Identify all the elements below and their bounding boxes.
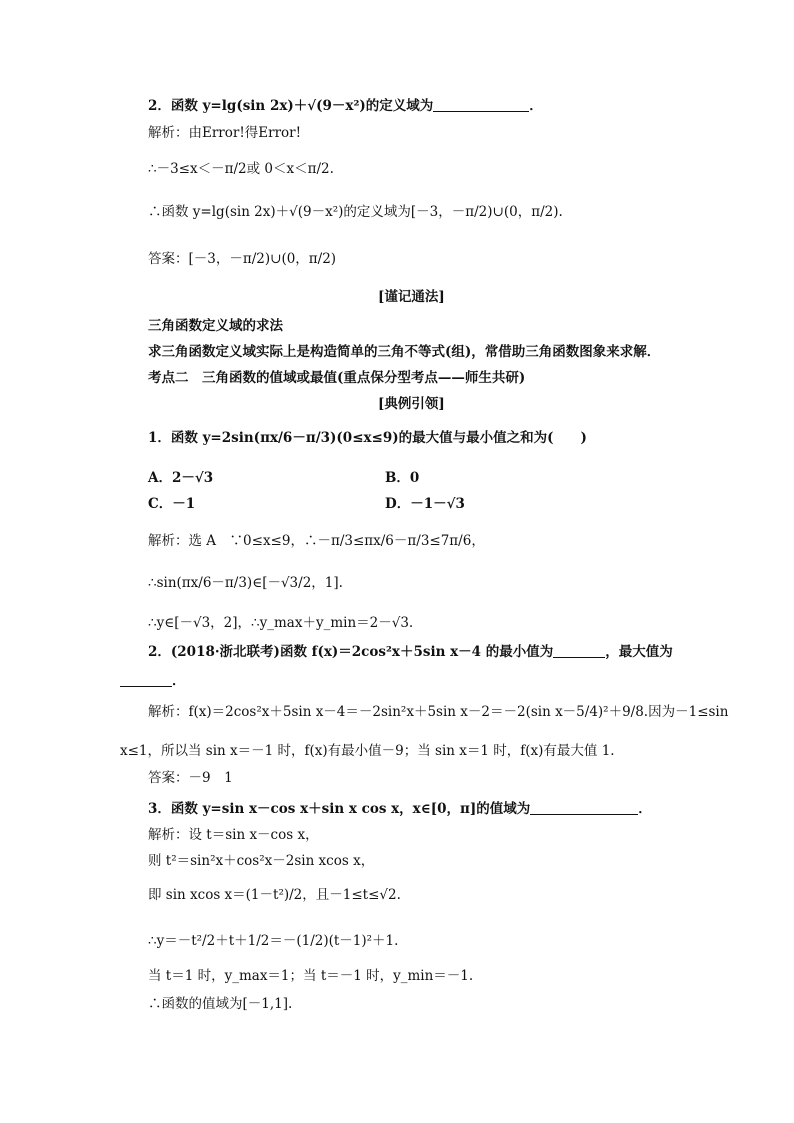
text-line-7 [148,320,283,334]
text-line-22 [120,745,615,759]
text-line-11 [148,432,587,446]
line-text: ∴函数 y=lg(sin 2x)＋√(9－x²)的定义域为[－3，－π/2)∪(0，π/2). [148,204,563,220]
line-text: x≤1，所以当 sin x＝－1 时，f(x)有最小值－9；当 sin x＝1 时，f(x)有最大值 1. [120,743,615,759]
text-line-14 [148,498,195,512]
line-text: C．－1 [148,496,196,512]
line-suffix: ． [638,801,652,817]
line-text: 解析：由Error!得Error! [148,125,302,141]
line-text: [谨记通法] [378,289,445,305]
text-line-3 [148,163,334,177]
text-line-9 [148,372,525,386]
text-line-17 [148,577,343,591]
line-text: 即 sin xcos x＝(1－t²)/2，且－1≤t≤√2. [148,887,401,903]
line-text: 1．函数 y=2sin(πx/6－π/3)(0≤x≤9)的最大值与最小值之和为( ) [148,430,587,446]
text-line-12 [148,472,213,486]
line-text: 考点二 三角函数的值域或最值(重点保分型考点——师生共研) [148,370,526,386]
line-text: 2．函数 y=lg(sin 2x)＋√(9－x²)的定义域为 [148,98,434,114]
line-text: D．－1－√3 [385,496,465,512]
line-text: 解析：设 t＝sin x－cos x， [148,827,319,843]
answer-blank [120,673,172,687]
line-suffix: ． [172,673,186,689]
text-line-30 [148,998,292,1012]
text-line-19 [148,644,673,660]
line-suffix: ，最大值为 [605,644,673,660]
text-line-8 [148,346,660,360]
text-line-20 [120,673,186,689]
text-line-15 [385,498,465,512]
text-line-18 [148,617,413,631]
text-line-5 [148,253,336,267]
text-line-16 [148,535,485,549]
text-line-13 [385,472,419,486]
line-text: 三角函数定义域的求法 [148,318,283,334]
text-line-23 [148,772,233,786]
line-text: ∴sin(πx/6－π/3)∈[－√3/2，1]. [148,575,343,591]
line-text: ∴函数的值域为[－1,1]. [148,996,293,1012]
line-text: ∴y＝－t²/2＋t＋1/2＝－(1/2)(t－1)²＋1. [148,933,399,949]
line-text: ∴－3≤x＜－π/2或 0＜x＜π/2. [148,161,334,177]
text-line-10 [378,398,445,412]
line-text: ∴y∈[－√3，2]，∴y_max＋y_min＝2－√3. [148,615,414,631]
text-line-4 [148,206,563,220]
line-text: [典例引领] [378,396,445,412]
line-text: 则 t²＝sin²x＋cos²x－2sin xcos x， [148,853,375,869]
line-text: 答案：－9 1 [148,770,233,786]
line-suffix: ． [529,98,543,114]
line-text: 解析：f(x)＝2cos²x＋5sin x－4＝－2sin²x＋5sin x－2＝－2(sin x－5/4)²＋9/8.因为－1≤sin [148,704,729,720]
answer-blank [530,801,638,815]
text-line-1 [148,98,543,114]
line-text: 当 t＝1 时，y_max＝1；当 t＝－1 时，y_min＝－1. [148,968,474,984]
text-line-28 [148,935,398,949]
text-line-2 [148,127,301,141]
line-text: 3．函数 y=sin x－cos x＋sin x cos x，x∈[0，π]的值域为 [148,801,531,817]
text-line-26 [148,855,374,869]
line-text: B．0 [385,470,420,486]
line-text: 求三角函数定义域实际上是构造简单的三角不等式(组)，常借助三角函数图象来求解． [148,344,661,360]
text-line-27 [148,889,401,903]
answer-blank [433,98,529,112]
text-line-21 [148,706,728,720]
line-text: 解析：选 A ∵0≤x≤9，∴－π/3≤πx/6－π/3≤7π/6， [148,533,485,549]
text-line-25 [148,829,319,843]
text-line-24 [148,801,652,817]
line-text: 2．(2018·浙北联考)函数 f(x)＝2cos²x＋5sin x－4 的最小值为 [148,644,554,660]
answer-blank [553,644,605,658]
line-text: A．2－√3 [148,470,214,486]
text-line-29 [148,970,473,984]
line-text: 答案：[－3，－π/2)∪(0，π/2) [148,251,337,267]
text-line-6 [378,291,445,305]
